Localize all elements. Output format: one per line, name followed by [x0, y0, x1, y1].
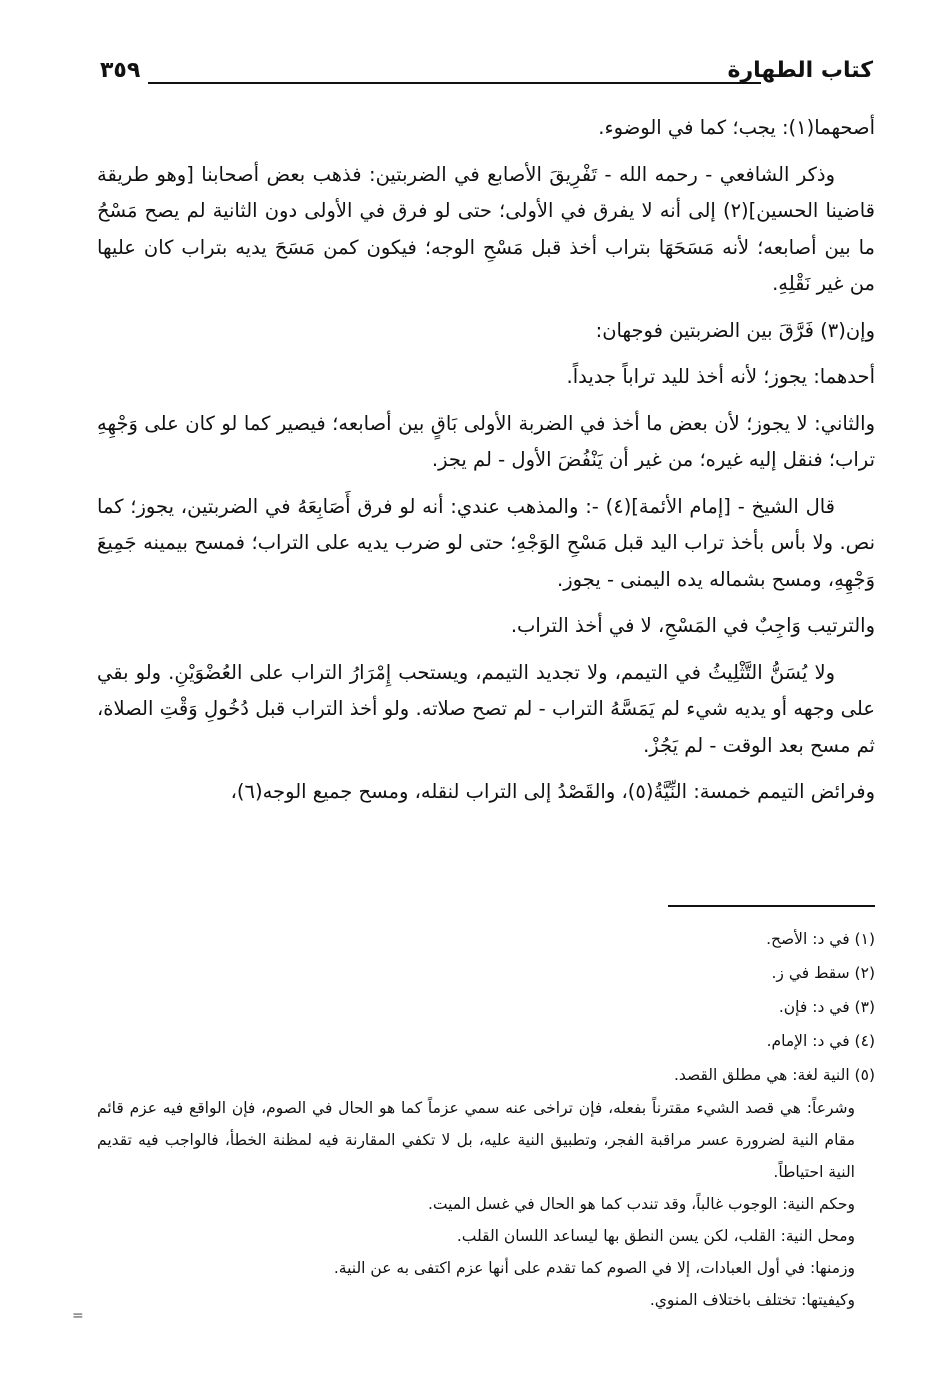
footnote-separator: [668, 905, 875, 907]
footnote: (١) في د: الأصح.: [766, 930, 875, 948]
footnote-detail: وزمنها: في أول العبادات، إلا في الصوم كما تقدم على أنها عزم اكتفى به عن النية.: [333, 1259, 855, 1277]
header-rule: [148, 82, 761, 84]
paragraph: وإن(٣) فَرَّقَ بين الضربتين فوجهان:: [595, 318, 875, 342]
paragraph: ولا يُسَنُّ التَّثْلِيثُ في التيمم، ولا تجديد التيمم، ويستحب إِمْرَارُ التراب على العُضْوَيْنِ. ولو بقي على وجهه أو يديه شيء لم يَمَسَّهُ التراب - لم تصح صلاته. ولو أخذ التراب قبل دُخُولِ وَقْتِ الصلاة، ثم مسح بعد الوقت - لم يَجُزْ.: [97, 660, 875, 757]
paragraph: والترتيب وَاجِبٌ في المَسْحِ، لا في أخذ التراب.: [510, 614, 875, 637]
footnote-detail: ومحل النية: القلب، لكن يسن النطق بها ليساعد اللسان القلب.: [456, 1227, 855, 1245]
paragraph: أصحهما(١): يجب؛ كما في الوضوء.: [598, 116, 875, 139]
paragraph: قال الشيخ - [إمام الأئمة](٤) -: والمذهب عندي: أنه لو فرق أَصَابِعَهُ في الضربتين، يجوز؛ كما نص. ولا بأس بأخذ تراب اليد قبل مَسْحِ الوَجْهِ؛ حتى لو ضرب يديه على التراب؛ فمسح بيمينه جَمِيعَ وَجْهِهِ، ومسح بشماله يده اليمنى - يجوز.: [97, 494, 875, 591]
running-header: [100, 58, 873, 90]
footnote: (٣) في د: فإن.: [778, 998, 875, 1016]
footnotes: [97, 922, 875, 1316]
footnote: (٥) النية لغة: هي مطلق القصد.: [673, 1066, 875, 1084]
footnote-detail: وكيفيتها: تختلف باختلاف المنوي.: [649, 1291, 855, 1309]
paragraph: وفرائض التيمم خمسة: النِّيَّةُ(٥)، والقَصْدُ إلى التراب لنقله، ومسح جميع الوجه(٦)،: [230, 780, 875, 803]
paragraph: والثاني: لا يجوز؛ لأن بعض ما أخذ في الضربة الأولى بَاقٍ بين أصابعه؛ فيصير كما لو كان على وَجْهِهِ تراب؛ فنقل إليه غيره؛ من غير أن يَنْفُضَ الأول - لم يجز.: [97, 411, 875, 471]
margin-mark: =: [72, 1308, 84, 1324]
footnote: (٢) سقط في ز.: [771, 964, 875, 982]
footnote: (٤) في د: الإمام.: [766, 1032, 875, 1050]
page-number: ٣٥٩: [100, 58, 141, 83]
book-title: كتاب الطهارة: [727, 58, 873, 83]
main-text: [97, 110, 875, 821]
paragraph: وذكر الشافعي - رحمه الله - تَفْرِيقَ الأصابع في الضربتين: فذهب بعض أصحابنا [وهو طريقة قاضينا الحسين](٢) إلى أنه لا يفرق في الأولى؛ حتى لو فرق في الأولى دون الثانية لم يصح مَسْحُ ما بين أصابعه؛ لأنه مَسَحَهَا بتراب أخذ قبل مَسْحِ الوجه؛ فيكون كمن مَسَحَ يديه بتراب كان عليها من غير نَقْلِهِ.: [97, 162, 875, 295]
footnote-detail: وحكم النية: الوجوب غالباً، وقد تندب كما هو الحال في غسل الميت.: [427, 1195, 855, 1213]
footnote-detail: وشرعاً: هي قصد الشيء مقترناً بفعله، فإن تراخى عنه سمي عزماً كما هو الحال في الصوم، فإن الواقع فيه عزم قائم مقام النية لضرورة عسر مراقبة الفجر، وتطبيق النية عليه، بل لا تكفي المقارنة فيه لمظنة الخطأ، فالواجب فيه تقديم النية احتياطاً.: [97, 1099, 855, 1181]
paragraph: أحدهما: يجوز؛ لأنه أخذ لليد تراباً جديداً.: [566, 365, 875, 388]
